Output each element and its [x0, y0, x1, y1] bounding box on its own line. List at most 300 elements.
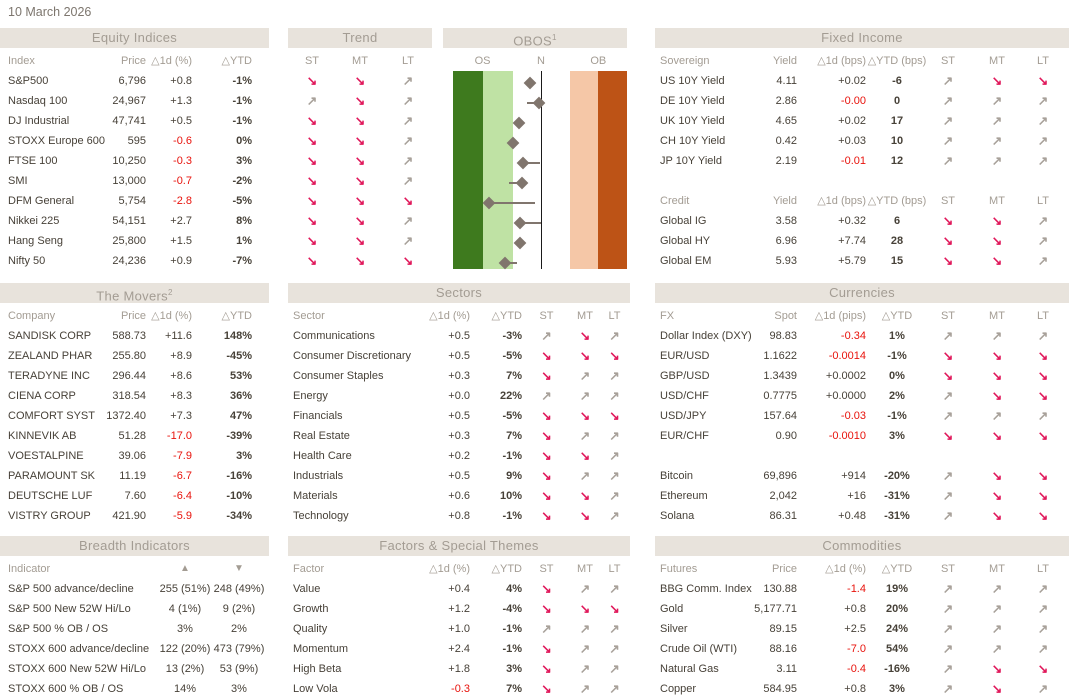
- trend-down-icon: ↘: [541, 409, 552, 423]
- cell-spot: 1.1622: [763, 350, 797, 362]
- trend-up-icon: ↗: [991, 582, 1003, 596]
- table-row: [655, 426, 1069, 446]
- cell-price: 13,000: [112, 175, 146, 187]
- cell-d1: -0.00: [840, 95, 866, 107]
- trend-up-icon: ↗: [579, 662, 591, 676]
- col-header-st: ST: [539, 310, 554, 322]
- cell-d1: +0.0002: [825, 370, 866, 382]
- trend-down-icon: ↘: [579, 409, 591, 423]
- panel-commodities: [655, 536, 1069, 697]
- table-row: [288, 506, 630, 526]
- table-row: [655, 366, 1069, 386]
- table-row: [0, 639, 269, 659]
- trend-up-icon: ↗: [609, 682, 620, 696]
- cell-price: 1372.40: [106, 410, 146, 422]
- trend-up-icon: ↗: [609, 642, 620, 656]
- table-row: [0, 326, 269, 346]
- panel-content: [288, 303, 630, 526]
- table-row: [655, 346, 1069, 366]
- cell-ytd: 0%: [236, 135, 252, 147]
- obos-zone-oversold: [483, 71, 513, 269]
- cell-price: 39.06: [118, 450, 146, 462]
- cell-d1: +0.8: [448, 510, 470, 522]
- cell-index: FTSE 100: [8, 155, 58, 167]
- cell-futures: BBG Comm. Index: [660, 583, 752, 595]
- panel-title: Factors & Special Themes: [288, 536, 630, 556]
- trend-down-icon: ↘: [1037, 429, 1049, 443]
- col-header-futures: Futures: [660, 563, 698, 575]
- cell-ytd: 17: [890, 115, 904, 127]
- cell-decliners: 248 (49%): [213, 583, 265, 595]
- table-row: [288, 211, 432, 231]
- cell-advancers: 4 (1%): [168, 603, 202, 615]
- col-header-indicator: Indicator: [8, 563, 51, 575]
- section-spacer: [655, 446, 1069, 466]
- table-row: [655, 506, 1069, 526]
- table-row: [0, 619, 269, 639]
- cell-advancers: 3%: [177, 623, 193, 635]
- col-header-d1: △1d (bps): [817, 195, 866, 207]
- trend-down-icon: ↘: [306, 134, 318, 148]
- table-row: [0, 111, 269, 131]
- cell-yield: 2.19: [775, 155, 797, 167]
- table-row: [0, 386, 269, 406]
- panel-equity-indices: [0, 28, 269, 271]
- table-row: [288, 679, 630, 697]
- cell-d1: -0.3: [451, 683, 470, 695]
- cell-index: DFM General: [8, 195, 75, 207]
- cell-price: 255.80: [112, 350, 146, 362]
- cell-ytd: 12: [890, 155, 904, 167]
- col-header-spot: Spot: [774, 310, 797, 322]
- table-row: [655, 131, 1069, 151]
- cell-ytd: 7%: [506, 370, 522, 382]
- panel-content: [288, 556, 630, 697]
- cell-d1: -1.4: [847, 583, 866, 595]
- decliners-triangle-down-icon: ▼: [234, 563, 244, 574]
- trend-up-icon: ↗: [609, 389, 620, 403]
- table-row: [0, 131, 269, 151]
- column-header-row: [0, 51, 269, 71]
- cell-decliners: 53 (9%): [219, 663, 259, 675]
- col-header-d1: △1d (%): [825, 563, 866, 575]
- trend-down-icon: ↘: [991, 469, 1003, 483]
- trend-down-icon: ↘: [402, 194, 414, 208]
- trend-down-icon: ↘: [991, 662, 1003, 676]
- trend-up-icon: ↗: [1037, 254, 1049, 268]
- panel-content: [0, 48, 269, 271]
- trend-up-icon: ↗: [579, 682, 591, 696]
- cell-company: TERADYNE INC: [8, 370, 90, 382]
- cell-ytd: 3%: [506, 663, 522, 675]
- cell-index: DJ Industrial: [8, 115, 70, 127]
- trend-down-icon: ↘: [942, 429, 954, 443]
- table-row: [288, 191, 432, 211]
- table-row: [288, 231, 432, 251]
- trend-down-icon: ↘: [354, 114, 366, 128]
- table-row: [0, 191, 269, 211]
- table-row: [655, 599, 1069, 619]
- cell-ytd: 0: [893, 95, 901, 107]
- trend-up-icon: ↗: [942, 389, 954, 403]
- trend-up-icon: ↗: [541, 389, 552, 403]
- trend-up-icon: ↗: [402, 174, 414, 188]
- table-row: [655, 251, 1069, 271]
- trend-up-icon: ↗: [579, 389, 591, 403]
- col-header-d1: △1d (%): [429, 563, 470, 575]
- table-row: [288, 131, 432, 151]
- table-row: [288, 619, 630, 639]
- cell-d1: +8.9: [170, 350, 192, 362]
- cell-d1: -0.6: [173, 135, 192, 147]
- cell-price: 51.28: [118, 430, 146, 442]
- cell-sector: Financials: [293, 410, 343, 422]
- trend-down-icon: ↘: [354, 154, 366, 168]
- trend-up-icon: ↗: [1037, 94, 1049, 108]
- trend-up-icon: ↗: [402, 234, 414, 248]
- obos-axis-labels: [453, 51, 627, 71]
- col-header-mt: MT: [989, 563, 1005, 575]
- trend-up-icon: ↗: [1037, 622, 1049, 636]
- panel-sectors: [288, 283, 630, 526]
- cell-price: 25,800: [112, 235, 146, 247]
- trend-down-icon: ↘: [541, 469, 552, 483]
- trend-down-icon: ↘: [541, 642, 552, 656]
- cell-yield: 4.65: [775, 115, 797, 127]
- cell-sovereign: DE 10Y Yield: [660, 95, 725, 107]
- cell-d1: +0.03: [838, 135, 866, 147]
- trend-up-icon: ↗: [1037, 642, 1049, 656]
- cell-d1: -7.9: [173, 450, 192, 462]
- col-header-st: ST: [940, 310, 956, 322]
- trend-down-icon: ↘: [1037, 389, 1049, 403]
- cell-price: 3.11: [776, 663, 797, 675]
- col-header-st: ST: [940, 195, 956, 207]
- cell-ytd: 0%: [889, 370, 905, 382]
- trend-down-icon: ↘: [1037, 509, 1049, 523]
- col-header-st: ST: [304, 55, 320, 67]
- col-header-mt: MT: [577, 563, 593, 575]
- table-row: [0, 466, 269, 486]
- trend-down-icon: ↘: [942, 254, 954, 268]
- cell-fx: EUR/CHF: [660, 430, 709, 442]
- cell-d1: +1.8: [448, 663, 470, 675]
- obos-zone-overbought-strong: [598, 71, 627, 269]
- cell-factor: Momentum: [293, 643, 349, 655]
- trend-up-icon: ↗: [942, 94, 954, 108]
- trend-up-icon: ↗: [942, 622, 954, 636]
- cell-index: Nikkei 225: [8, 215, 60, 227]
- col-header-lt: LT: [1036, 310, 1050, 322]
- table-row: [655, 406, 1069, 426]
- table-row: [655, 71, 1069, 91]
- cell-indicator: STOXX 600 % OB / OS: [8, 683, 124, 695]
- column-header-row: [288, 51, 432, 71]
- cell-price: 5,177.71: [754, 603, 797, 615]
- trend-up-icon: ↗: [402, 134, 414, 148]
- trend-up-icon: ↗: [991, 94, 1003, 108]
- trend-up-icon: ↗: [609, 489, 620, 503]
- trend-up-icon: ↗: [942, 469, 954, 483]
- cell-sovereign: JP 10Y Yield: [660, 155, 722, 167]
- trend-down-icon: ↘: [991, 349, 1003, 363]
- col-header-factor: Factor: [293, 563, 325, 575]
- table-row: [655, 211, 1069, 231]
- col-header-d1: △1d (bps): [817, 55, 866, 67]
- trend-up-icon: ↗: [609, 582, 620, 596]
- cell-fx: Dollar Index (DXY): [660, 330, 752, 342]
- cell-sovereign: CH 10Y Yield: [660, 135, 726, 147]
- cell-price: 5,754: [118, 195, 146, 207]
- trend-down-icon: ↘: [579, 449, 591, 463]
- trend-down-icon: ↘: [579, 349, 591, 363]
- cell-ytd: 3%: [236, 450, 252, 462]
- cell-d1: +2.5: [844, 623, 866, 635]
- table-row: [288, 406, 630, 426]
- panel-title: Breadth Indicators: [0, 536, 269, 556]
- cell-ytd: -1%: [232, 95, 252, 107]
- col-header-ytd: △YTD: [881, 310, 913, 322]
- trend-up-icon: ↗: [306, 94, 318, 108]
- col-header-ytd: △YTD (bps): [867, 55, 927, 67]
- trend-down-icon: ↘: [354, 214, 366, 228]
- table-row: [655, 659, 1069, 679]
- cell-credit: Global IG: [660, 215, 707, 227]
- panel-content: [288, 48, 432, 271]
- trend-up-icon: ↗: [942, 114, 954, 128]
- trend-up-icon: ↗: [609, 622, 620, 636]
- obos-axis-label-ob: OB: [590, 55, 607, 67]
- cell-company: PARAMOUNT SK: [8, 470, 95, 482]
- table-row: [0, 659, 269, 679]
- cell-ytd: 24%: [885, 623, 909, 635]
- trend-up-icon: ↗: [609, 369, 620, 383]
- cell-company: VISTRY GROUP: [8, 510, 91, 522]
- cell-ytd: 2%: [889, 390, 905, 402]
- cell-d1: +1.2: [448, 603, 470, 615]
- cell-factor: Value: [293, 583, 321, 595]
- cell-d1: +914: [841, 470, 866, 482]
- cell-price: 7.60: [124, 490, 146, 502]
- cell-ytd: 3%: [889, 683, 905, 695]
- col-header-mt: MT: [989, 55, 1005, 67]
- trend-up-icon: ↗: [1037, 214, 1049, 228]
- cell-d1: -0.34: [840, 330, 866, 342]
- table-row: [288, 386, 630, 406]
- table-row: [0, 71, 269, 91]
- obos-axis-label-os: OS: [474, 55, 491, 67]
- table-row: [655, 91, 1069, 111]
- table-row: [288, 579, 630, 599]
- panel-currencies: [655, 283, 1069, 526]
- table-row: [655, 386, 1069, 406]
- table-row: [288, 111, 432, 131]
- col-header-price: Price: [120, 55, 146, 67]
- cell-company: DEUTSCHE LUF: [8, 490, 93, 502]
- trend-up-icon: ↗: [402, 114, 414, 128]
- table-row: [288, 466, 630, 486]
- table-row: [655, 466, 1069, 486]
- trend-up-icon: ↗: [402, 154, 414, 168]
- trend-down-icon: ↘: [402, 254, 414, 268]
- cell-ytd: 1%: [889, 330, 905, 342]
- cell-indicator: STOXX 600 advance/decline: [8, 643, 150, 655]
- trend-up-icon: ↗: [1037, 682, 1049, 696]
- column-header-row: [288, 306, 630, 326]
- cell-factor: Quality: [293, 623, 328, 635]
- trend-up-icon: ↗: [579, 429, 591, 443]
- cell-company: SANDISK CORP: [8, 330, 92, 342]
- cell-index: Hang Seng: [8, 235, 64, 247]
- panel-factors-special-themes: [288, 536, 630, 697]
- trend-up-icon: ↗: [991, 114, 1003, 128]
- column-header-row: [288, 559, 630, 579]
- cell-d1: +2.7: [170, 215, 192, 227]
- trend-down-icon: ↘: [991, 214, 1003, 228]
- trend-down-icon: ↘: [942, 234, 954, 248]
- col-header-ytd: △YTD: [221, 55, 252, 67]
- cell-price: 584.95: [763, 683, 797, 695]
- trend-down-icon: ↘: [354, 254, 366, 268]
- col-header-lt: LT: [1036, 195, 1050, 207]
- trend-up-icon: ↗: [991, 134, 1003, 148]
- cell-fx: USD/JPY: [660, 410, 707, 422]
- table-row: [655, 486, 1069, 506]
- trend-down-icon: ↘: [991, 74, 1003, 88]
- col-header-fx: FX: [660, 310, 675, 322]
- cell-d1: +0.48: [838, 510, 866, 522]
- advancers-triangle-up-icon: ▲: [180, 563, 190, 574]
- cell-ytd: -1%: [887, 350, 907, 362]
- cell-d1: +0.8: [844, 603, 866, 615]
- trend-down-icon: ↘: [579, 509, 591, 523]
- trend-down-icon: ↘: [991, 682, 1003, 696]
- trend-down-icon: ↘: [541, 602, 552, 616]
- trend-up-icon: ↗: [942, 74, 954, 88]
- cell-d1: +0.9: [170, 255, 192, 267]
- table-row: [0, 446, 269, 466]
- trend-up-icon: ↗: [942, 682, 954, 696]
- col-header-price: Price: [771, 563, 797, 575]
- trend-up-icon: ↗: [609, 429, 620, 443]
- cell-index: Nasdaq 100: [8, 95, 68, 107]
- table-row: [655, 151, 1069, 171]
- col-header-d1: △1d (%): [429, 310, 470, 322]
- trend-down-icon: ↘: [991, 489, 1003, 503]
- cell-d1: -0.03: [840, 410, 866, 422]
- trend-down-icon: ↘: [306, 254, 318, 268]
- col-header-yield: Yield: [772, 195, 797, 207]
- cell-ytd: -16%: [884, 663, 910, 675]
- trend-down-icon: ↘: [541, 449, 552, 463]
- cell-d1: +2.4: [448, 643, 470, 655]
- panel-content: [655, 303, 1069, 526]
- cell-d1: -0.4: [847, 663, 866, 675]
- col-header-ytd: △YTD: [881, 563, 913, 575]
- trend-up-icon: ↗: [942, 582, 954, 596]
- cell-price: 24,967: [112, 95, 146, 107]
- cell-d1: +11.6: [164, 330, 192, 342]
- trend-down-icon: ↘: [354, 234, 366, 248]
- cell-d1: +0.6: [448, 490, 470, 502]
- cell-spot: 157.64: [763, 410, 797, 422]
- trend-up-icon: ↗: [942, 409, 954, 423]
- footnote-marker: 1: [552, 33, 557, 42]
- cell-spot: 2,042: [769, 490, 797, 502]
- cell-d1: +0.5: [448, 410, 470, 422]
- cell-company: KINNEVIK AB: [8, 430, 77, 442]
- panel-title: Equity Indices: [0, 28, 269, 48]
- col-header-credit: Credit: [660, 195, 690, 207]
- table-row: [288, 71, 432, 91]
- cell-factor: Low Vola: [293, 683, 338, 695]
- cell-ytd: 20%: [885, 603, 909, 615]
- cell-ytd: -1%: [232, 75, 252, 87]
- cell-sector: Consumer Staples: [293, 370, 384, 382]
- trend-down-icon: ↘: [609, 349, 620, 363]
- table-row: [288, 639, 630, 659]
- cell-d1: +1.5: [170, 235, 192, 247]
- cell-d1: -5.9: [173, 510, 192, 522]
- table-row: [288, 346, 630, 366]
- footnote-marker: 2: [167, 288, 173, 297]
- cell-d1: +5.79: [838, 255, 866, 267]
- panel-title: Commodities: [655, 536, 1069, 556]
- trend-up-icon: ↗: [402, 214, 414, 228]
- cell-ytd: 6: [893, 215, 901, 227]
- cell-d1: -0.3: [173, 155, 192, 167]
- table-row: [288, 446, 630, 466]
- trend-down-icon: ↘: [1037, 662, 1049, 676]
- cell-ytd: 10: [890, 135, 904, 147]
- trend-down-icon: ↘: [942, 349, 954, 363]
- cell-price: 6,796: [118, 75, 146, 87]
- cell-ytd: -45%: [226, 350, 252, 362]
- cell-ytd: -4%: [502, 603, 522, 615]
- trend-down-icon: ↘: [1037, 349, 1049, 363]
- cell-yield: 0.42: [775, 135, 797, 147]
- cell-fx: Solana: [660, 510, 695, 522]
- trend-up-icon: ↗: [1037, 114, 1049, 128]
- cell-spot: 0.7775: [763, 390, 797, 402]
- cell-d1: +0.02: [838, 75, 866, 87]
- trend-down-icon: ↘: [306, 194, 318, 208]
- column-header-row: [0, 559, 269, 579]
- trend-up-icon: ↗: [579, 642, 591, 656]
- column-header-row: [655, 306, 1069, 326]
- col-header-lt: LT: [608, 563, 621, 575]
- trend-up-icon: ↗: [942, 662, 954, 676]
- panel-obos: [443, 28, 627, 269]
- obos-zone-overbought: [570, 71, 598, 269]
- trend-down-icon: ↘: [991, 509, 1003, 523]
- section-spacer: [655, 171, 1069, 191]
- cell-price: 24,236: [112, 255, 146, 267]
- cell-advancers: 122 (20%): [159, 643, 211, 655]
- trend-up-icon: ↗: [942, 642, 954, 656]
- report-date: 10 March 2026: [8, 5, 92, 19]
- col-header-mt: MT: [352, 55, 368, 67]
- trend-up-icon: ↗: [579, 622, 591, 636]
- cell-factor: High Beta: [293, 663, 342, 675]
- cell-ytd: -1%: [502, 623, 522, 635]
- trend-up-icon: ↗: [991, 642, 1003, 656]
- cell-yield: 4.11: [776, 75, 797, 87]
- cell-d1: +1.0: [448, 623, 470, 635]
- trend-up-icon: ↗: [609, 509, 620, 523]
- table-row: [288, 151, 432, 171]
- cell-ytd: -16%: [226, 470, 252, 482]
